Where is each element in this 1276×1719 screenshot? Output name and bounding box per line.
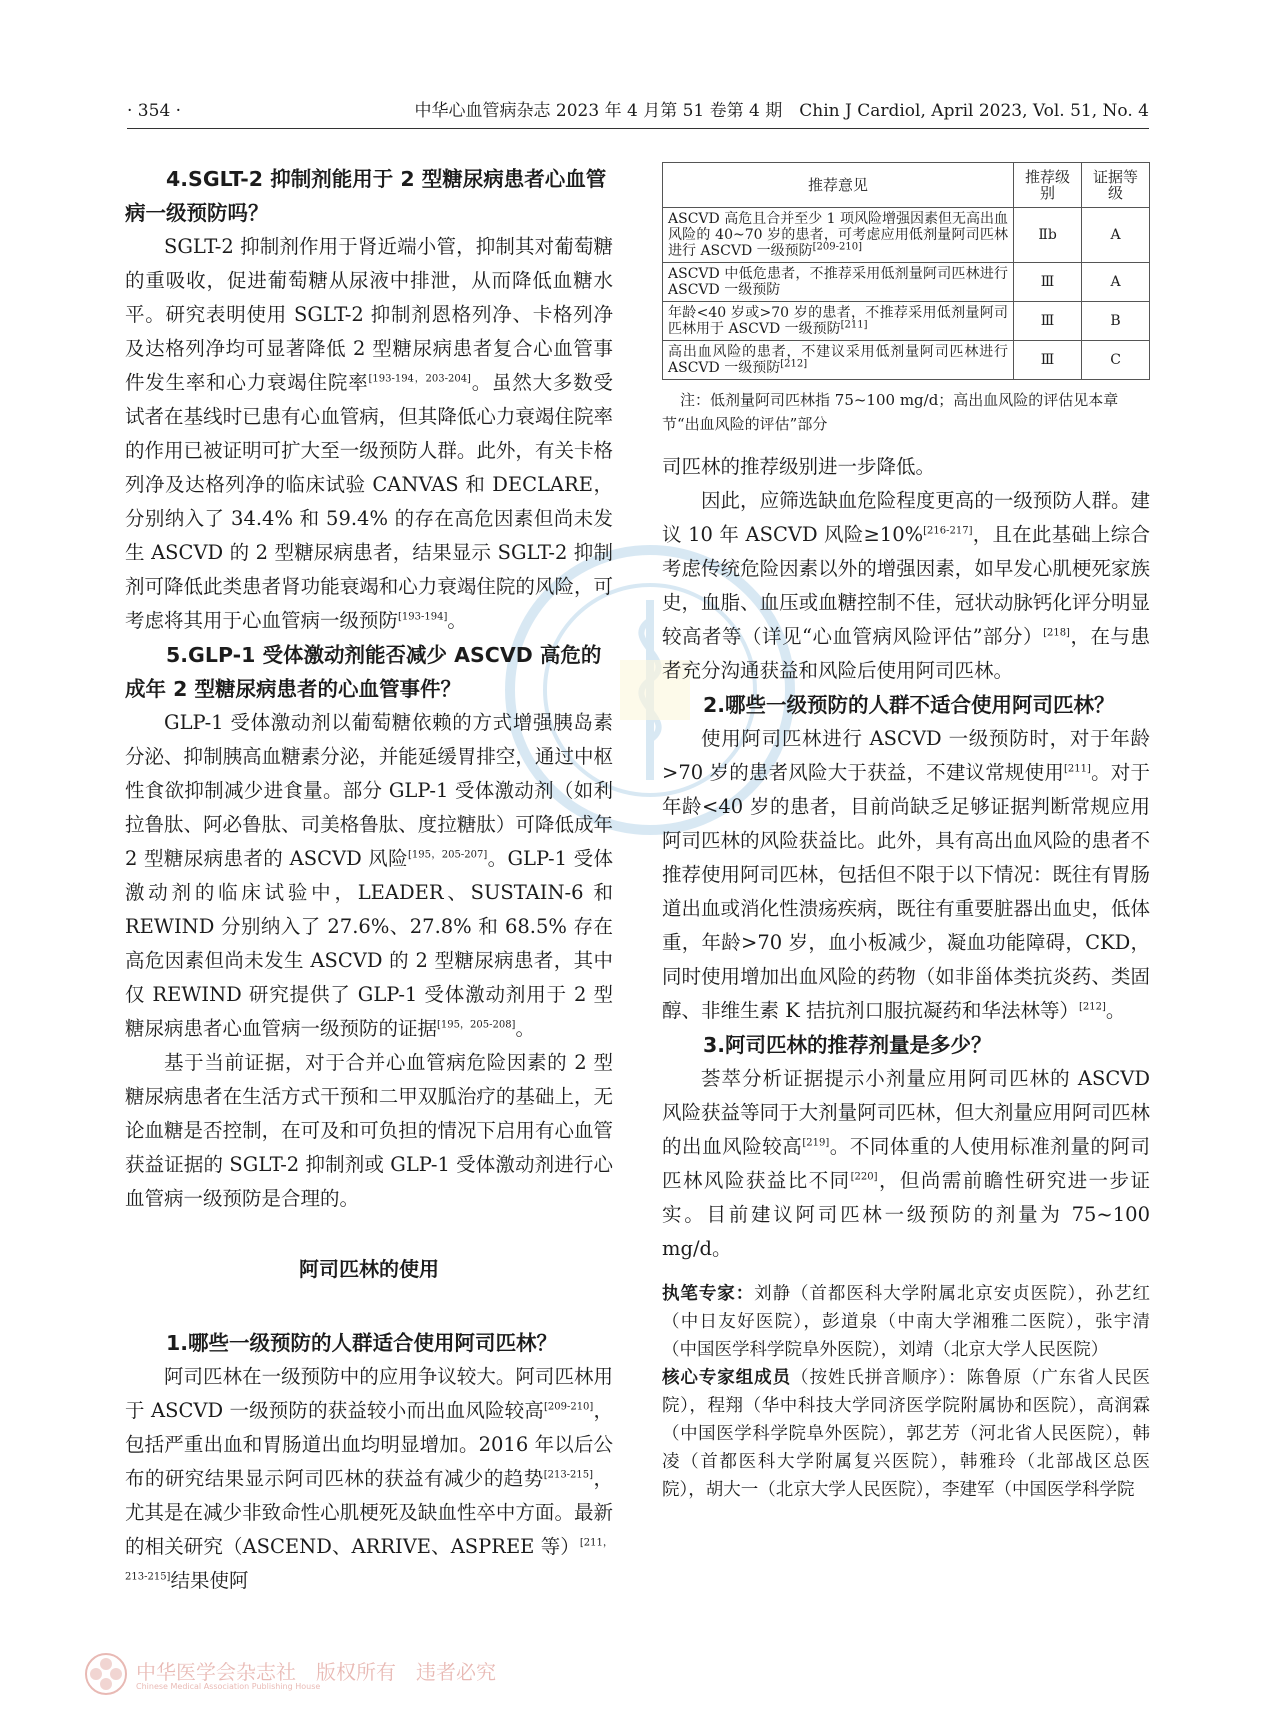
left-column xyxy=(125,162,613,1598)
publisher-subtitle: Chinese Medical Association Publishing House xyxy=(136,1682,321,1691)
table-row xyxy=(663,341,1150,380)
recommendation-table xyxy=(662,162,1150,380)
table-cell-evidence: C xyxy=(1082,341,1150,380)
citation: [212] xyxy=(1078,1001,1106,1013)
citation: [213-215] xyxy=(543,1469,594,1481)
citation: [193-194，203-204] xyxy=(368,373,471,385)
publisher-flower-icon xyxy=(84,1652,128,1696)
aspirin-q2-paragraph: 使用阿司匹林进行 ASCVD 一级预防时，对于年龄>70 岁的患者风险大于获益，不建议常规使用[211]。对于年龄<40 岁的患者，目前尚缺乏足够证据判断常规应用阿司匹林的风险获益比。此外，具有高出血风险的患者不推荐使用阿司匹林，包括但不限于以下情况：既往有胃肠道出血或消化性溃疡疾病，既往有重要脏器出血史，低体重，年龄>70 岁，血小板减少，凝血功能障碍，CKD，同时使用增加出血风险的药物（如非甾体类抗炎药、类固醇、非维生素 K 拮抗剂口服抗凝药和华法林等）[212]。 xyxy=(662,727,1150,1022)
journal-citation: 中华心血管病杂志 2023 年 4 月第 51 卷第 4 期 Chin J Cardiol, April 2023, Vol. 51, No. 4 xyxy=(414,101,1149,121)
q5-heading: 5.GLP-1 受体激动剂能否减少 ASCVD 高危的成年 2 型糖尿病患者的心血管事件？ xyxy=(125,643,602,701)
table-cell-text: 年龄<40 岁或>70 岁的患者，不推荐采用低剂量阿司匹林用于 ASCVD 一级预防[211] xyxy=(663,302,1014,341)
aspirin-q3-paragraph: 荟萃分析证据提示小剂量应用阿司匹林的 ASCVD 风险获益等同于大剂量阿司匹林，但大剂量应用阿司匹林的出血风险较高[219]。不同体重的人使用标准剂量的阿司匹林风险获益比不同[220]，但尚需前瞻性研究进一步证实。目前建议阿司匹林一级预防的剂量为 75~100 mg/d。 xyxy=(662,1067,1150,1260)
table-cell-text: ASCVD 中低危患者，不推荐采用低剂量阿司匹林进行 ASCVD 一级预防 xyxy=(663,263,1014,302)
aspirin-q3-heading: 3.阿司匹林的推荐剂量是多少？ xyxy=(703,1033,992,1057)
table-cell-evidence: A xyxy=(1082,263,1150,302)
table-header-row xyxy=(663,163,1150,208)
table-cell-evidence: B xyxy=(1082,302,1150,341)
core-experts: （按姓氏拼音顺序）：陈鲁原（广东省人民医院），程翔（华中科技大学同济医学院附属协和医院），高润霖（中国医学科学院阜外医院），郭艺芳（河北省人民医院），韩凌（首都医科大学附属复兴医院），韩雅玲（北部战区总医院），胡大一（北京大学人民医院），李建军（中国医学科学院 xyxy=(662,1368,1151,1500)
author-list xyxy=(662,1280,1150,1504)
citation: [193-194] xyxy=(398,611,448,623)
section-title: 阿司匹林的使用 xyxy=(299,1257,439,1281)
table-cell-level: Ⅲ xyxy=(1014,341,1082,380)
aspirin-q1-heading: 1.哪些一级预防的人群适合使用阿司匹林？ xyxy=(166,1331,558,1355)
citation: [211，213-215] xyxy=(125,1537,613,1583)
publisher-name: 中华医学会杂志社 版权所有 违者必究 xyxy=(136,1660,496,1684)
aspirin-q2-heading: 2.哪些一级预防的人群不适合使用阿司匹林？ xyxy=(703,693,1115,717)
authors: 刘静（首都医科大学附属北京安贞医院），孙艺红（中日友好医院），彭道泉（中南大学湘雅二医院），张宇清（中国医学科学院阜外医院），刘靖（北京大学人民医院） xyxy=(662,1284,1151,1360)
citation: [209-210] xyxy=(543,1401,594,1413)
page-number: · 354 · xyxy=(127,101,182,121)
table-cell-level: Ⅲ xyxy=(1014,302,1082,341)
q4-heading: 4.SGLT-2 抑制剂能用于 2 型糖尿病患者心血管病一级预防吗？ xyxy=(125,167,607,225)
table-header: 证据等级 xyxy=(1082,163,1150,208)
citation: [216-217] xyxy=(923,525,973,537)
citation: [220] xyxy=(850,1171,878,1183)
aspirin-q1-paragraph: 阿司匹林在一级预防中的应用争议较大。阿司匹林用于 ASCVD 一级预防的获益较小而出血风险较高[209-210]，包括严重出血和胃肠道出血均明显增加。2016 年以后公布的研究结果显示阿司匹林的获益有减少的趋势[213-215]，尤其是在减少非致命性心肌梗死及缺血性卒中方面。最新的相关研究（ASCEND、ARRIVE、ASPREE 等）[211，213-215]结果使阿 xyxy=(125,1365,613,1592)
citation: [219] xyxy=(802,1137,830,1149)
table-cell-text: 高出血风险的患者，不建议采用低剂量阿司匹林进行 ASCVD 一级预防[212] xyxy=(663,341,1014,380)
table-row xyxy=(663,208,1150,263)
publisher-logo xyxy=(84,1652,554,1696)
screening-paragraph: 因此，应筛选缺血危险程度更高的一级预防人群。建议 10 年 ASCVD 风险≥10%[216-217]，且在此基础上综合考虑传统危险因素以外的增强因素，如早发心肌梗死家族史，血脂、血压或血糖控制不佳，冠状动脉钙化评分明显较高者等（详见“心血管病风险评估”部分）[218]，在与患者充分沟通获益和风险后使用阿司匹林。 xyxy=(662,489,1150,682)
table-note: 注：低剂量阿司匹林指 75~100 mg/d；高出血风险的评估见本章节“出血风险的评估”部分 xyxy=(662,391,1119,433)
table-header: 推荐意见 xyxy=(663,163,1014,208)
table-cell-level: Ⅲ xyxy=(1014,263,1082,302)
citation: [195，205-207] xyxy=(408,849,488,861)
core-experts-label: 核心专家组成员 xyxy=(662,1368,792,1388)
citation: [211] xyxy=(1064,763,1091,775)
table-cell-evidence: A xyxy=(1082,208,1150,263)
running-header xyxy=(127,100,1149,129)
table-row xyxy=(663,263,1150,302)
right-column xyxy=(662,162,1150,1504)
table-cell-level: Ⅱb xyxy=(1014,208,1082,263)
q5-paragraph-1: GLP-1 受体激动剂以葡萄糖依赖的方式增强胰岛素分泌、抑制胰高血糖素分泌，并能延缓胃排空，通过中枢性食欲抑制减少进食量。部分 GLP-1 受体激动剂（如利拉鲁肽、阿必鲁肽、司美格鲁肽、度拉糖肽）可降低成年 2 型糖尿病患者的 ASCVD 风险[195，205-207]。GLP-1 受体激动剂的临床试验中，LEADER、SUSTAIN-6 和 REWIND 分别纳入了 27.6%、27.8% 和 68.5% 存在高危因素但尚未发生 ASCVD 的 2 型糖尿病患者，其中仅 REWIND 研究提供了 GLP-1 受体激动剂用于 2 型糖尿病患者心血管病一级预防的证据[195，205-208]。 xyxy=(125,711,613,1040)
table-header: 推荐级别 xyxy=(1014,163,1082,208)
citation: [195，205-208] xyxy=(437,1019,516,1031)
table-row xyxy=(663,302,1150,341)
q4-paragraph: SGLT-2 抑制剂作用于肾近端小管，抑制其对葡萄糖的重吸收，促进葡萄糖从尿液中排泄，从而降低血糖水平。研究表明使用 SGLT-2 抑制剂恩格列净、卡格列净及达格列净均可显著降低 2 型糖尿病患者复合心血管事件发生率和心力衰竭住院率[193-194，203-204]。虽然大多数受试者在基线时已患有心血管病，但其降低心力衰竭住院率的作用已被证明可扩大至一级预防人群。此外，有关卡格列净及达格列净的临床试验 CANVAS 和 DECLARE，分别纳入了 34.4% 和 59.4% 的存在高危因素但尚未发生 ASCVD 的 2 型糖尿病患者，结果显示 SGLT-2 抑制剂可降低此类患者肾功能衰竭和心力衰竭住院的风险，可考虑将其用于心血管病一级预防[193-194]。 xyxy=(125,235,613,632)
citation: [218] xyxy=(1043,627,1070,639)
table-cell-text: ASCVD 高危且合并至少 1 项风险增强因素但无高出血风险的 40~70 岁的患者，可考虑应用低剂量阿司匹林进行 ASCVD 一级预防[209-210] xyxy=(663,208,1014,263)
continued-paragraph: 司匹林的推荐级别进一步降低。 xyxy=(662,455,936,478)
q5-paragraph-2: 基于当前证据，对于合并心血管病危险因素的 2 型糖尿病患者在生活方式干预和二甲双胍治疗的基础上，无论血糖是否控制，在可及和可负担的情况下启用有心血管获益证据的 SGLT-2 抑制剂或 GLP-1 受体激动剂进行心血管病一级预防是合理的。 xyxy=(125,1051,613,1210)
authors-label: 执笔专家： xyxy=(662,1284,755,1304)
